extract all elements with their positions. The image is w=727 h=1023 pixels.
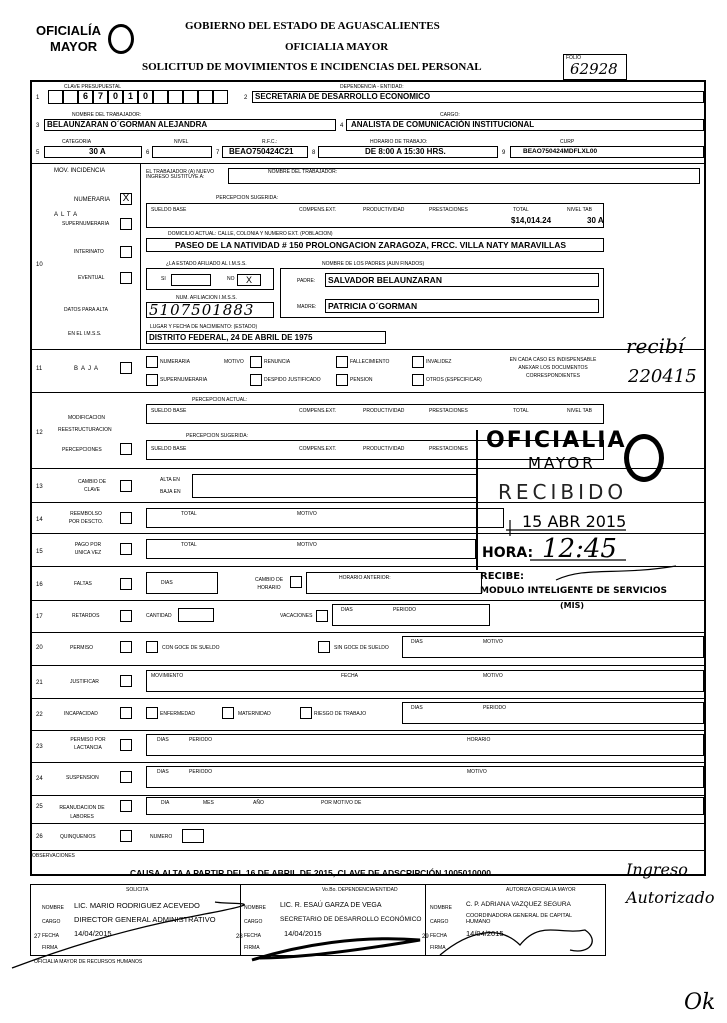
- row-num-13: 13: [36, 484, 43, 490]
- curp-value: BEAO750424MDFLXL00: [523, 148, 598, 155]
- logo-text-1: OFICIALÍA: [36, 23, 101, 38]
- reestructuracion-label: REESTRUCTURACION: [58, 427, 112, 433]
- renuncia-label: RENUNCIA: [264, 359, 291, 365]
- movimiento-label: MOVIMIENTO: [151, 673, 184, 679]
- s2-num: 28: [236, 934, 243, 940]
- s3-nombre: C. P. ADRIANA VAZQUEZ SEGURA: [466, 901, 571, 908]
- total-lbl: TOTAL: [181, 511, 197, 517]
- productividad-label: PRODUCTIVIDAD: [363, 207, 405, 213]
- compensacion-label: COMPENS.EXT.: [299, 207, 337, 213]
- padres-label: NOMBRE DE LOS PADRES (AUN FINADOS): [322, 261, 425, 267]
- riesgo-label: RIESGO DE TRABAJO: [314, 711, 367, 717]
- invalidez-label: INVALIDEZ: [426, 359, 452, 365]
- stamp-recibe-label: RECIBE:: [480, 571, 525, 582]
- cantidad-label: CANTIDAD: [146, 613, 172, 619]
- despido-label: DESPIDO JUSTIFICADO: [264, 377, 321, 383]
- s1-nombre: LIC. MARIO RODRIGUEZ ACEVEDO: [74, 901, 200, 910]
- row-num-12: 12: [36, 430, 43, 436]
- b-numeraria-label: NUMERARIA: [160, 359, 191, 365]
- s2-cargo: SECRETARIO DE DESARROLLO ECONÓMICO: [280, 916, 422, 923]
- periodo-label: PERIODO: [189, 769, 213, 775]
- row-num-9: 9: [502, 150, 506, 156]
- stamp-date: 15 ABR 2015: [522, 512, 627, 531]
- s2-firma-lbl: FIRMA: [244, 945, 260, 951]
- motivo-lbl: MOTIVO: [297, 511, 317, 517]
- sin-goce-label: SIN GOCE DE SUELDO: [334, 645, 389, 651]
- nivel-tab-value: 30 A: [587, 216, 604, 225]
- s3-fecha: 14/04/2015: [466, 929, 504, 938]
- clave-digit: 7: [93, 90, 108, 104]
- madre-label: MADRE:: [297, 304, 317, 310]
- justificar-label: JUSTIFICAR: [70, 679, 99, 685]
- fallecimiento-label: FALLECIMIENTO: [350, 359, 390, 365]
- s1-nombre-lbl: NOMBRE: [42, 905, 64, 911]
- row-num-22: 22: [36, 712, 43, 718]
- s2-cargo-lbl: CARGO: [244, 919, 263, 925]
- horario-label: HORARIO DE TRABAJO:: [370, 139, 428, 145]
- stamp-hora-label: HORA:: [482, 545, 534, 561]
- folio-value: 62928: [570, 60, 618, 78]
- s1-fecha: 14/04/2015: [74, 929, 112, 938]
- autoriza-label: AUTORIZA OFICIALIA MAYOR: [506, 887, 576, 893]
- faltas-label: FALTAS: [74, 581, 92, 587]
- s3-nombre-lbl: NOMBRE: [430, 905, 452, 911]
- imss-label: EN EL I.M.S.S.: [68, 331, 102, 337]
- domicilio-value: PASEO DE LA NATIVIDAD # 150 PROLONGACION ZARAGOZA, FRCC. VILLA NATY MARAVILLAS: [175, 240, 567, 250]
- row-num-26: 26: [36, 834, 43, 840]
- padre-value: SALVADOR BELAUNZARAN: [328, 275, 442, 285]
- form-title: SOLICITUD DE MOVIMIENTOS E INCIDENCIAS DEL PERSONAL: [142, 61, 482, 73]
- b-motivo-label: MOTIVO: [224, 359, 244, 365]
- row-num-15: 15: [36, 549, 43, 555]
- signature-2-stroke: [252, 939, 420, 960]
- eventual-label: EVENTUAL: [78, 275, 105, 281]
- enfermedad-label: ENFERMEDAD: [160, 711, 196, 717]
- permiso-lactancia-label: PERMISO POR LACTANCIA: [70, 737, 106, 751]
- compensacion-label: COMPENS.EXT.: [299, 408, 337, 414]
- row-num-7: 7: [216, 150, 220, 156]
- dias-label: DIAS: [157, 769, 169, 775]
- percepcion-actual-label: PERCEPCION ACTUAL:: [192, 397, 248, 403]
- motivo-lbl: MOTIVO: [467, 769, 487, 775]
- reembolso-label: REEMBOLSO POR DESCTO.: [68, 511, 104, 525]
- s3-firma-lbl: FIRMA: [430, 945, 446, 951]
- ano-label: AÑO: [253, 800, 264, 806]
- b-super-label: SUPERNUMERARIA: [160, 377, 208, 383]
- stamp-rules: [476, 426, 676, 616]
- afiliacion-value: 5107501883: [149, 301, 255, 319]
- vacaciones-label: VACACIONES: [280, 613, 313, 619]
- percepcion-sugerida-label: PERCEPCION SUGERIDA:: [216, 195, 278, 201]
- row-num-5: 5: [36, 150, 40, 156]
- s2-nombre: LIC. R. ESAÚ GARZA DE VEGA: [280, 902, 382, 909]
- supernumeraria-label: SUPERNUMERARIA: [62, 221, 110, 227]
- office-title: OFICIALIA MAYOR: [285, 41, 389, 53]
- rfc-value: BEAO750424C21: [229, 147, 294, 156]
- periodo-label: PERIODO: [483, 705, 507, 711]
- motivo-lbl: MOTIVO: [297, 542, 317, 548]
- periodo-label: PERIODO: [189, 737, 213, 743]
- interinato-label: INTERINATO: [74, 249, 104, 255]
- por-motivo-label: POR MOTIVO DE: [321, 800, 362, 806]
- row-num-17: 17: [36, 614, 43, 620]
- datos-alta-label: DATOS PARA ALTA: [64, 307, 108, 313]
- row-num-21: 21: [36, 680, 43, 686]
- signature-1-stroke: [12, 902, 244, 968]
- numeraria-label: NUMERARIA: [74, 197, 111, 203]
- row-num-16: 16: [36, 582, 43, 588]
- cargo-value: ANALISTA DE COMUNICACIÓN INSTITUCIONAL: [351, 120, 535, 129]
- no-label: NO: [227, 276, 235, 282]
- horario-lbl: HORARIO: [467, 737, 491, 743]
- handwritten-autorizado: Autorizado: [626, 888, 715, 907]
- maternidad-label: MATERNIDAD: [238, 711, 271, 717]
- s3-cargo: COORDINADORA GENERAL DE CAPITAL HUMANO: [466, 913, 572, 925]
- alta-label: ALTA: [54, 212, 81, 218]
- stamp-line1: OFICIALIA: [486, 428, 627, 453]
- stamp-modulo: MODULO INTELIGENTE DE SERVICIOS: [480, 586, 668, 596]
- folio-label: FOLIO: [566, 55, 582, 61]
- row-num-14: 14: [36, 517, 43, 523]
- s3-num: 29: [422, 934, 429, 940]
- prestaciones-label: PRESTACIONES: [429, 207, 468, 213]
- pago-unica-label: PAGO POR UNICA VEZ: [74, 542, 102, 556]
- dep-value: SECRETARIA DE DESARROLLO ECONOMICO: [255, 92, 431, 101]
- productividad-label: PRODUCTIVIDAD: [363, 446, 405, 452]
- dias-label: DIAS: [411, 705, 423, 711]
- curp-label: CURP: [560, 139, 575, 145]
- observaciones-value: CAUSA ALTA A PARTIR DEL 16 DE ABRIL DE 2015, CLAVE DE ADSCRIPCIÓN 1005010000: [130, 868, 492, 878]
- dias-label: DIAS: [157, 737, 169, 743]
- nombre-trab-label: NOMBRE DEL TRABAJADOR:: [268, 169, 338, 175]
- otros-label: OTROS (ESPECIFICAR): [426, 377, 482, 383]
- domicilio-label: DOMICILIO ACTUAL: CALLE, COLONIA Y NUMERO EXT. (POBLACION): [168, 231, 333, 237]
- percepcion-sugerida2-label: PERCEPCION SUGERIDA:: [186, 433, 248, 439]
- mov-header: MOV. INCIDENCIA: [54, 168, 106, 174]
- dep-label: DEPENDENCIA - ENTIDAD:: [340, 84, 404, 90]
- no-checkbox[interactable]: X: [237, 274, 261, 286]
- row-num-4: 4: [340, 123, 344, 129]
- row-num-23: 23: [36, 744, 43, 750]
- s2-nombre-lbl: NOMBRE: [244, 905, 266, 911]
- suspension-label: SUSPENSION: [66, 775, 99, 781]
- sueldo-base-label: SUELDO BASE: [151, 408, 187, 414]
- row-num-11: 11: [36, 366, 43, 372]
- total-value: $14,014.24: [511, 216, 552, 225]
- cambio-horario-label: CAMBIO DE HORARIO: [254, 577, 284, 591]
- gov-title: GOBIERNO DEL ESTADO DE AGUASCALIENTES: [185, 20, 440, 32]
- s1-num: 27: [34, 934, 41, 940]
- horario-value: DE 8:00 A 15:30 HRS.: [365, 147, 446, 156]
- dias-label: DIAS: [411, 639, 423, 645]
- footer-note: OFICIALIA MAYOR DE RECURSOS HUMANOS: [34, 959, 143, 965]
- s2-fecha-lbl: FECHA: [244, 933, 261, 939]
- nivel-tab-label: NIVEL TAB: [567, 408, 592, 414]
- con-goce-label: CON GOCE DE SUELDO: [162, 645, 220, 651]
- handwritten-recibi: recibí: [626, 334, 685, 358]
- permiso-label: PERMISO: [70, 645, 94, 651]
- row-num-3: 3: [36, 123, 40, 129]
- nombre-label: NOMBRE DEL TRABAJADOR:: [72, 112, 142, 118]
- compensacion-label: COMPENS.EXT.: [299, 446, 337, 452]
- total-label: TOTAL: [513, 207, 529, 213]
- s1-fecha-lbl: FECHA: [42, 933, 59, 939]
- signature-3-stroke: [440, 930, 592, 955]
- nivel-tab-label: NIVEL TAB: [567, 207, 592, 213]
- motivo-lbl: MOTIVO: [483, 639, 503, 645]
- s1-cargo: DIRECTOR GENERAL ADMINISTRATIVO: [74, 915, 216, 924]
- dias-label: DIAS: [161, 580, 173, 586]
- row-num-20: 20: [36, 645, 43, 651]
- row-num-24: 24: [36, 776, 43, 782]
- sustituye-label: EL TRABAJADOR (A) NUEVO INGRESO SUSTITUYE A:: [146, 169, 215, 180]
- clave-digit: 0: [138, 90, 153, 104]
- periodo-label: PERIODO: [393, 607, 417, 613]
- prestaciones-label: PRESTACIONES: [429, 408, 468, 414]
- handwritten-ok: Ok: [684, 990, 716, 1015]
- si-label: SI: [161, 276, 166, 282]
- rfc-label: R.F.C.:: [262, 139, 278, 145]
- retardos-label: RETARDOS: [72, 613, 100, 619]
- fecha-label: FECHA: [341, 673, 358, 679]
- logo-text-2: MAYOR: [50, 39, 98, 54]
- stamp-line3: RECIBIDO: [498, 480, 628, 504]
- s2-fecha: 14/04/2015: [284, 929, 322, 938]
- row-num-2: 2: [244, 95, 248, 101]
- dias-label: DIAS: [341, 607, 353, 613]
- handwritten-number: 220415: [628, 366, 697, 387]
- quinquenios-label: QUINQUENIOS: [60, 834, 96, 840]
- nombre-value: BELAUNZARAN O´GORMAN ALEJANDRA: [47, 120, 208, 129]
- clave-digit: 0: [108, 90, 123, 104]
- baja-label: BAJA: [74, 366, 102, 372]
- numeraria-checkbox[interactable]: X: [120, 193, 132, 205]
- modificacion-label: MODIFICACION: [68, 415, 105, 421]
- s1-cargo-lbl: CARGO: [42, 919, 61, 925]
- afiliado-label: ¿LA ESTADO AFILIADO AL I.M.S.S.: [166, 261, 247, 267]
- solicita-label: SOLICITA: [126, 887, 149, 893]
- total-lbl: TOTAL: [181, 542, 197, 548]
- padre-label: PADRE:: [297, 278, 316, 284]
- cambio-clave-label: CAMBIO DE CLAVE: [77, 479, 107, 493]
- categoria-value: 30 A: [89, 147, 106, 156]
- nivel-label: NIVEL: [174, 139, 189, 145]
- sueldo-base-label: SUELDO BASE: [151, 207, 187, 213]
- stamp-hora-value: 12:45: [542, 534, 617, 564]
- alta-en-label: ALTA EN: [160, 477, 180, 483]
- percepciones-label: PERCEPCIONES: [62, 447, 102, 453]
- categoria-label: CATEGORIA: [62, 139, 92, 145]
- clave-digit: 1: [123, 90, 138, 104]
- row-num-6: 6: [146, 150, 150, 156]
- observaciones-label: OBSERVACIONES: [32, 853, 75, 859]
- vobo-label: Vo.Bo. DEPENDENCIA/ENTIDAD: [322, 887, 398, 893]
- clave-digit: 6: [78, 90, 93, 104]
- s3-fecha-lbl: FECHA: [430, 933, 447, 939]
- s3-cargo-lbl: CARGO: [430, 919, 449, 925]
- madre-value: PATRICIA O´GORMAN: [328, 301, 418, 311]
- received-stamp: [476, 426, 676, 616]
- incapacidad-label: INCAPACIDAD: [64, 711, 98, 717]
- baja-en-label: BAJA EN: [160, 489, 181, 495]
- clave-label: CLAVE PRESUPUESTAL: [64, 84, 122, 90]
- lugar-value: DISTRITO FEDERAL, 24 DE ABRIL DE 1975: [149, 333, 313, 342]
- numero-label: NUMERO: [150, 834, 173, 840]
- prestaciones-label: PRESTACIONES: [429, 446, 468, 452]
- cargo-label: CARGO:: [440, 112, 460, 118]
- row-num-8: 8: [312, 150, 316, 156]
- pension-label: PENSION: [350, 377, 373, 383]
- row-num-10: 10: [36, 262, 43, 268]
- productividad-label: PRODUCTIVIDAD: [363, 408, 405, 414]
- sueldo-base-label: SUELDO BASE: [151, 446, 187, 452]
- mes-label: MES: [203, 800, 214, 806]
- anexar-note: EN CADA CASO ES INDISPENSABLE ANEXAR LOS DOCUMENTOS CORRESPONDIENTES: [509, 357, 597, 379]
- lugar-label: LUGAR Y FECHA DE NACIMIENTO: (ESTADO): [150, 324, 258, 330]
- s1-firma-lbl: FIRMA: [42, 945, 58, 951]
- motivo-lbl: MOTIVO: [483, 673, 503, 679]
- horario-anterior-label: HORARIO ANTERIOR:: [339, 575, 391, 581]
- row-num-25: 25: [36, 804, 43, 810]
- stamp-mis: (MIS): [560, 601, 585, 610]
- dia-label: DIA: [161, 800, 170, 806]
- afiliacion-label: NUM. AFILIACION I.M.S.S.: [176, 295, 237, 301]
- handwritten-ingreso: Ingreso: [626, 860, 688, 879]
- row-num-1: 1: [36, 95, 40, 101]
- reanudacion-label: REANUDACION DE LABORES: [59, 805, 105, 820]
- stamp-line2: MAYOR: [528, 454, 596, 472]
- total-label: TOTAL: [513, 408, 529, 414]
